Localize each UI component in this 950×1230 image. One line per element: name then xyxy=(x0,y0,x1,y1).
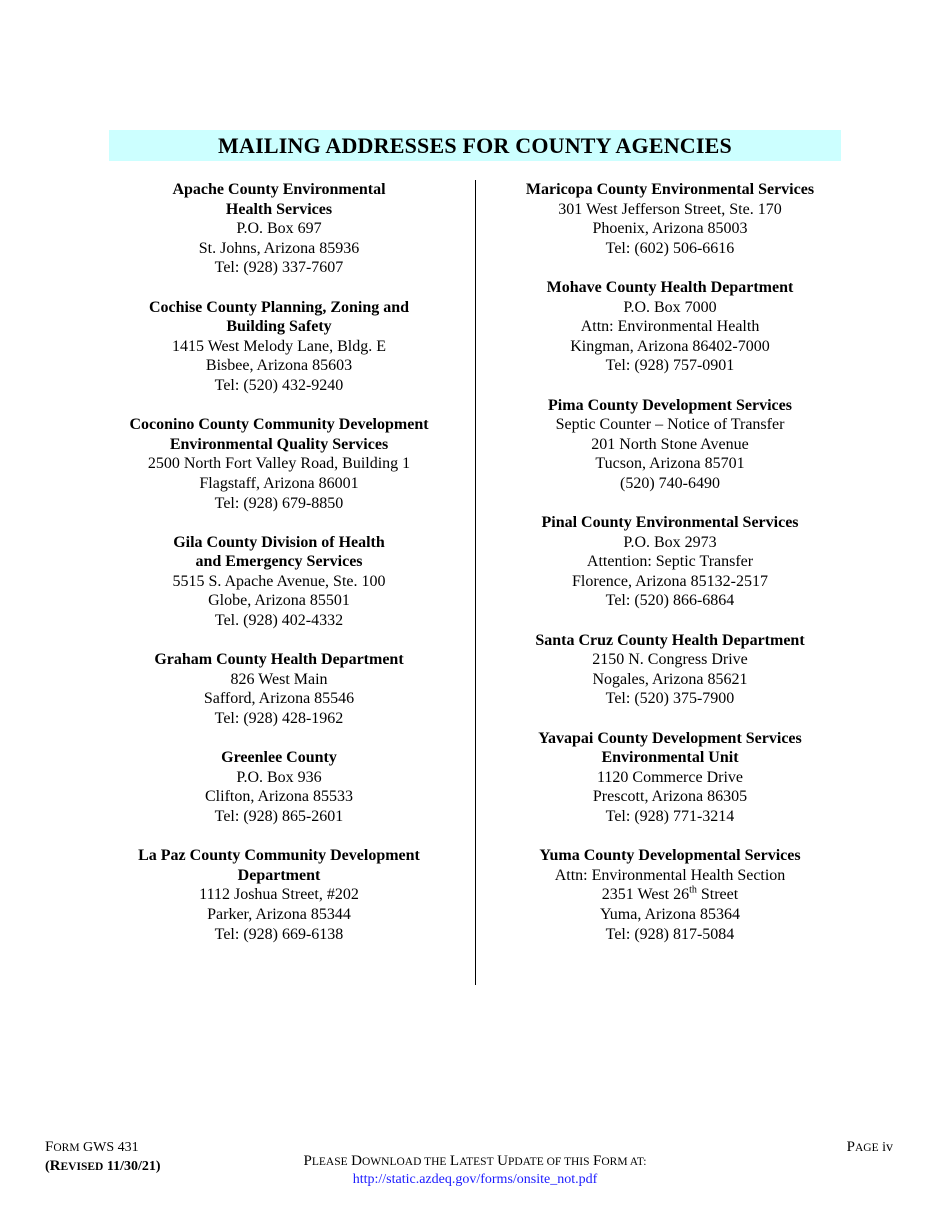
agency-name: Yuma County Developmental Services xyxy=(539,847,801,865)
agency-name: Department xyxy=(237,866,321,884)
phone-line: Tel: (520) 375-7900 xyxy=(605,690,735,708)
address-line: 1112 Joshua Street, #202 xyxy=(199,886,359,904)
agency-name: Greenlee County xyxy=(221,749,337,767)
address-line: P.O. Box 697 xyxy=(236,220,322,238)
address-line: 2150 N. Congress Drive xyxy=(592,651,748,669)
download-instruction: PLEASE DOWNLOAD THE LATEST UPDATE OF THIS FORM AT: xyxy=(303,1153,647,1169)
phone-line: Tel: (520) 866-6864 xyxy=(605,592,735,610)
phone-line: Tel: (928) 428-1962 xyxy=(214,710,344,728)
agency-name: Gila County Division of Health xyxy=(173,533,385,551)
address-line xyxy=(500,885,840,905)
agency-name: Pinal County Environmental Services xyxy=(541,514,799,532)
phone-line: Tel: (928) 337-7607 xyxy=(214,259,344,277)
download-notice xyxy=(300,1152,650,1189)
address-line: Tucson, Arizona 85701 xyxy=(595,455,745,473)
address-line: 2500 North Fort Valley Road, Building 1 xyxy=(147,455,411,473)
left-address-column xyxy=(109,180,449,964)
agency-name: Building Safety xyxy=(226,318,332,336)
agency-yavapai xyxy=(500,729,840,827)
address-line: Attn: Environmental Health xyxy=(580,318,760,336)
page-number: PAGE iv xyxy=(846,1139,893,1155)
address-line: Yuma, Arizona 85364 xyxy=(600,905,740,923)
address-line: Attn: Environmental Health Section xyxy=(554,866,786,884)
agency-maricopa xyxy=(500,180,840,258)
agency-apache xyxy=(109,180,449,278)
agency-name: Apache County Environmental xyxy=(172,181,386,198)
address-line: Attention: Septic Transfer xyxy=(586,553,754,571)
address-line: 1415 West Melody Lane, Bldg. E xyxy=(172,337,386,355)
column-divider xyxy=(475,180,476,985)
address-line: 201 North Stone Avenue xyxy=(591,435,749,453)
phone-line: Tel. (928) 402-4332 xyxy=(214,612,344,630)
agency-name: Yavapai County Development Services xyxy=(538,729,802,747)
agency-mohave xyxy=(500,278,840,376)
address-line: Globe, Arizona 85501 xyxy=(208,592,350,610)
phone-line: Tel: (520) 432-9240 xyxy=(214,376,344,394)
phone-line: (520) 740-6490 xyxy=(620,474,720,492)
agency-pima xyxy=(500,396,840,494)
agency-graham xyxy=(109,650,449,728)
address-line: Septic Counter – Notice of Transfer xyxy=(555,416,785,434)
address-line: 301 West Jefferson Street, Ste. 170 xyxy=(558,200,782,218)
address-line: P.O. Box 7000 xyxy=(623,298,717,316)
revision-date: (REVISED 11/30/21) xyxy=(45,1158,161,1174)
address-line: Kingman, Arizona 86402-7000 xyxy=(570,337,770,355)
agency-name: Coconino County Community Development xyxy=(129,416,429,434)
form-identifier xyxy=(45,1138,161,1176)
address-line: Safford, Arizona 85546 xyxy=(203,690,355,708)
agency-name: La Paz County Community Development xyxy=(138,847,420,865)
agency-name: Pima County Development Services xyxy=(548,396,792,414)
phone-line: Tel: (928) 817-5084 xyxy=(605,925,735,943)
agency-yuma xyxy=(500,846,840,944)
agency-name: Cochise County Planning, Zoning and xyxy=(148,298,410,316)
address-line: St. Johns, Arizona 85936 xyxy=(198,239,360,257)
phone-line: Tel: (928) 679-8850 xyxy=(214,494,344,512)
street-number: 2351 West 26 xyxy=(601,886,690,904)
agency-name: Mohave County Health Department xyxy=(546,278,794,296)
address-line: 826 West Main xyxy=(230,670,328,688)
form-download-link[interactable]: http://static.azdeq.gov/forms/onsite_not.pdf xyxy=(352,1172,598,1187)
phone-line: Tel: (928) 771-3214 xyxy=(605,808,735,825)
address-line: P.O. Box 2973 xyxy=(623,533,717,551)
agency-name: Maricopa County Environmental Services xyxy=(525,181,815,198)
address-line: 5515 S. Apache Avenue, Ste. 100 xyxy=(172,572,386,590)
address-line: Nogales, Arizona 85621 xyxy=(592,670,748,688)
agency-name: and Emergency Services xyxy=(195,553,363,571)
address-line: Florence, Arizona 85132-2517 xyxy=(572,572,768,590)
agency-name: Environmental Quality Services xyxy=(169,435,389,453)
address-line: Flagstaff, Arizona 86001 xyxy=(199,474,359,492)
right-address-column xyxy=(500,180,840,964)
agency-coconino xyxy=(109,415,449,513)
agency-la-paz xyxy=(109,846,449,944)
agency-pinal xyxy=(500,513,840,611)
agency-name: Environmental Unit xyxy=(601,749,739,767)
address-line: Phoenix, Arizona 85003 xyxy=(592,220,748,238)
address-line: Parker, Arizona 85344 xyxy=(207,905,351,923)
page-title: MAILING ADDRESSES FOR COUNTY AGENCIES xyxy=(109,130,841,161)
phone-line: Tel: (928) 757-0901 xyxy=(605,357,735,375)
agency-santa-cruz xyxy=(500,631,840,709)
address-line: Prescott, Arizona 86305 xyxy=(592,788,748,806)
form-number: FORM GWS 431 xyxy=(45,1139,139,1155)
address-line: Bisbee, Arizona 85603 xyxy=(205,357,353,375)
address-line: P.O. Box 936 xyxy=(236,768,322,786)
agency-greenlee xyxy=(109,748,449,826)
agency-gila xyxy=(109,533,449,631)
agency-name: Graham County Health Department xyxy=(154,651,404,669)
agency-name: Health Services xyxy=(225,200,333,218)
street-name: Street xyxy=(696,886,739,904)
agency-cochise xyxy=(109,298,449,396)
address-line: Clifton, Arizona 85533 xyxy=(205,788,353,806)
address-line: 1120 Commerce Drive xyxy=(596,768,744,786)
phone-line: Tel: (928) 865-2601 xyxy=(214,808,344,825)
ordinal-suffix: th xyxy=(689,885,697,897)
phone-line: Tel: (928) 669-6138 xyxy=(214,925,344,943)
phone-line: Tel: (602) 506-6616 xyxy=(605,239,735,257)
agency-name: Santa Cruz County Health Department xyxy=(535,631,805,649)
